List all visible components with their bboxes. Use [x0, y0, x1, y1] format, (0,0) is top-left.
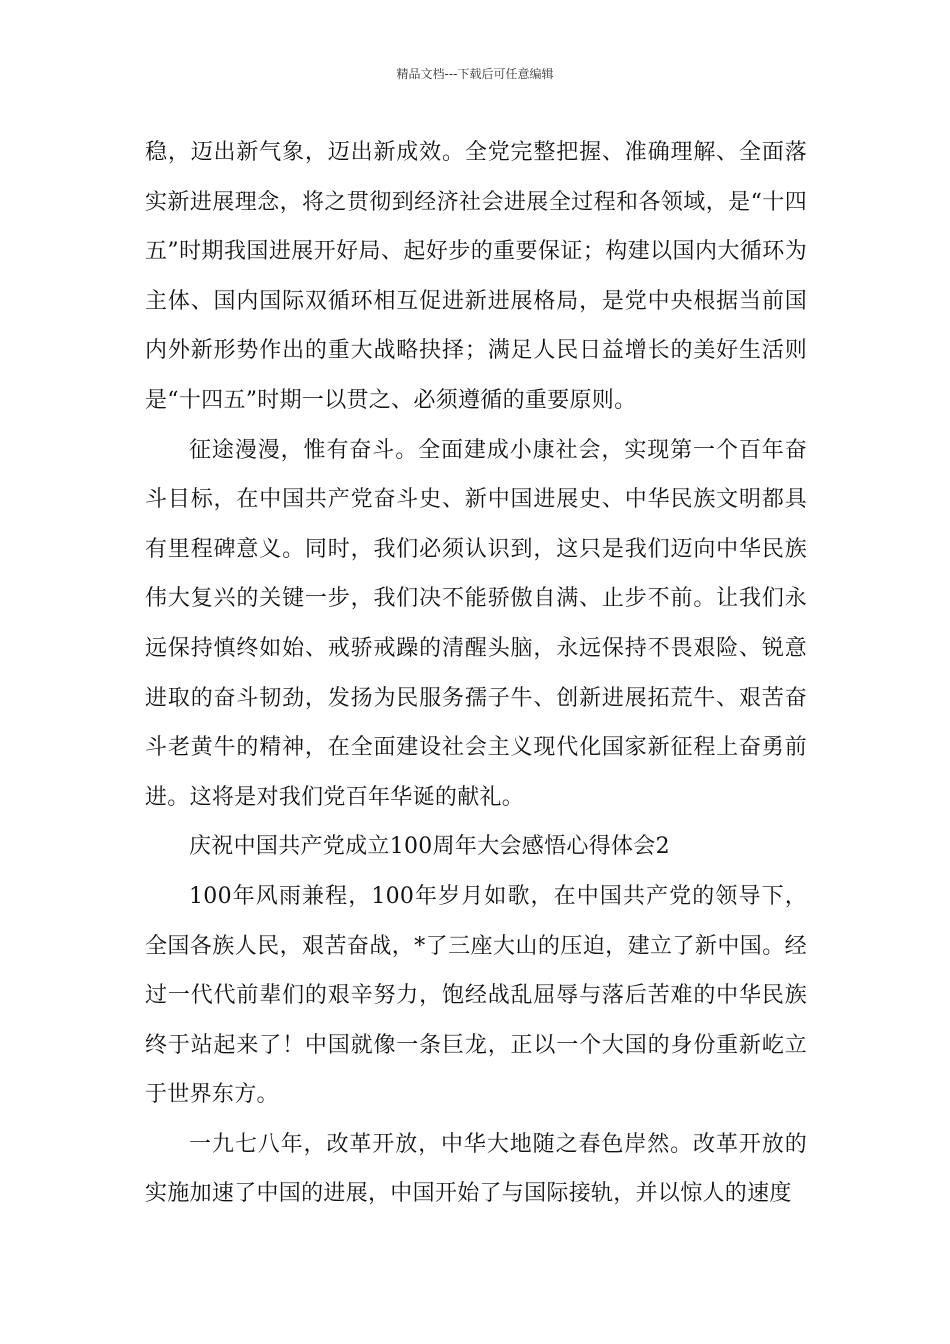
paragraph: 100年风雨兼程，100年岁月如歌，在中国共产党的领导下，全国各族人民，艰苦奋战，*了三座大山的压迫，建立了新中国。经过一代代前辈们的艰辛努力，饱经战乱屈辱与落后苦难的中华民族终于站起来了！中国就像一条巨龙，正以一个大国的身份重新屹立于世界东方。 — [145, 883, 807, 1108]
section-heading: 庆祝中国共产党成立100周年大会感悟心得体会2 — [189, 834, 670, 860]
paragraph: 稳，迈出新气象，迈出新成效。全党完整把握、准确理解、全面落实新进展理念，将之贯彻到经济社会进展全过程和各领域，是“十四五”时期我国进展开好局、起好步的重要保证；构建以国内大循环为主体、国内国际双循环相互促进新进展格局，是党中央根据当前国内外新形势作出的重大战略抉择；满足人民日益增长的美好生活则是“十四五”时期一以贯之、必须遵循的重要原则。 — [145, 140, 807, 413]
page-header: 精品文档---下载后可任意编辑 — [396, 67, 554, 81]
document-body — [145, 128, 807, 1219]
paragraph: 一九七八年，改革开放，中华大地随之春色岸然。改革开放的实施加速了中国的进展，中国开始了与国际接轨，并以惊人的速度 — [145, 1131, 807, 1207]
paragraph: 征途漫漫，惟有奋斗。全面建成小康社会，实现第一个百年奋斗目标，在中国共产党奋斗史、新中国进展史、中华民族文明都具有里程碑意义。同时，我们必须认识到，这只是我们迈向中华民族伟大复兴的关键一步，我们决不能骄傲自满、止步不前。让我们永远保持慎终如始、戒骄戒躁的清醒头脑，永远保持不畏艰险、锐意进取的奋斗韧劲，发扬为民服务孺子牛、创新进展拓荒牛、艰苦奋斗老黄牛的精神，在全面建设社会主义现代化国家新征程上奋勇前进。这将是对我们党百年华诞的献礼。 — [145, 437, 807, 810]
